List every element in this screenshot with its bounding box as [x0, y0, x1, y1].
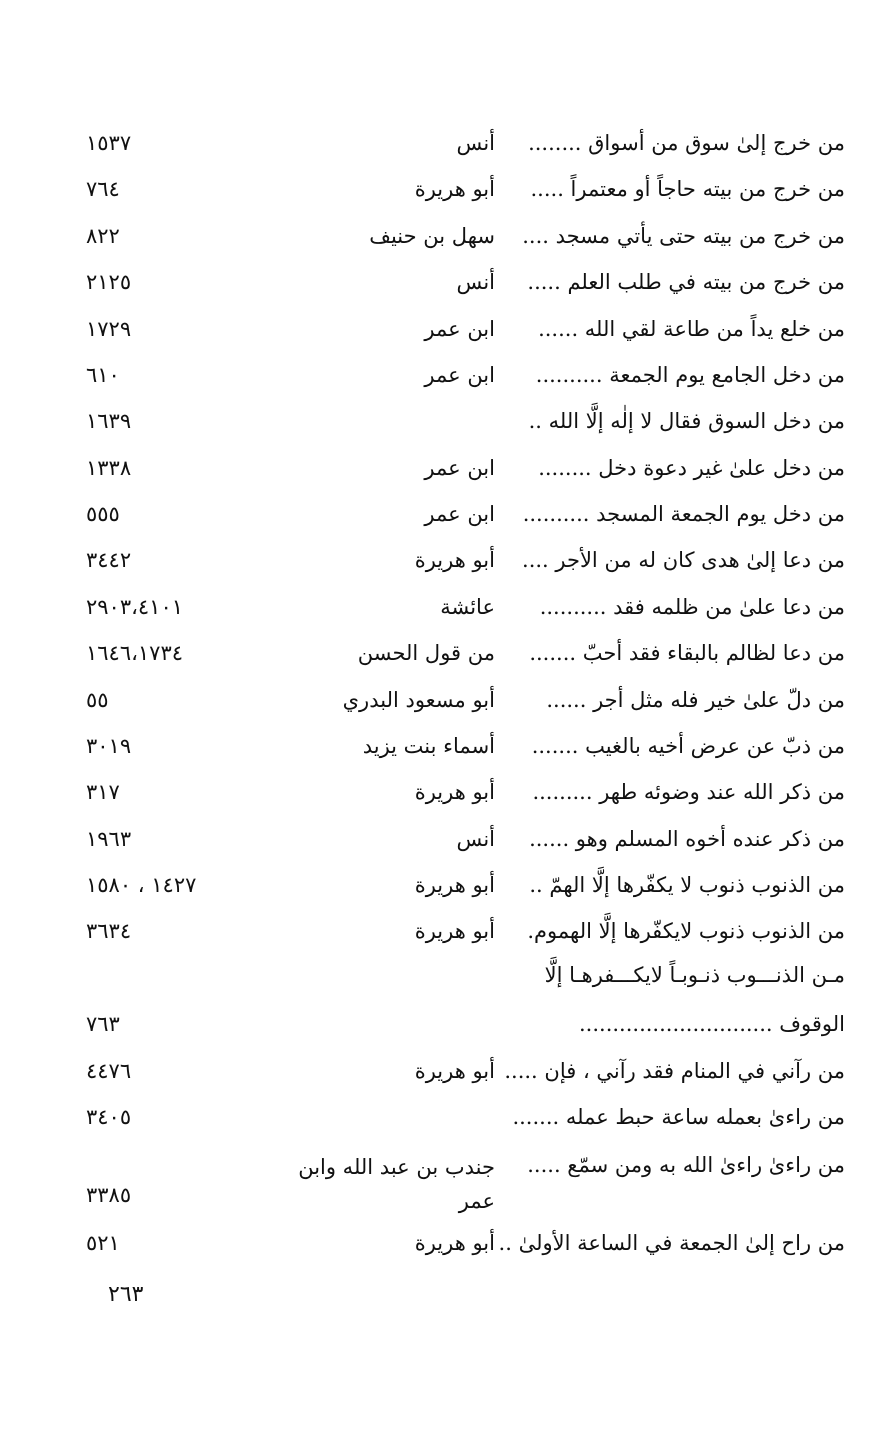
table-row: [0, 174, 891, 214]
hadith-number: ٢٩٠٣،٤١٠١: [86, 595, 184, 619]
hadith-number: ٣١٧: [86, 780, 120, 804]
hadith-incipit: من دعا علىٰ من ظلمه فقد ..........: [539, 595, 845, 619]
hadith-number: ٣٠١٩: [86, 734, 132, 758]
narrator: سهل بن حنيف: [369, 224, 495, 248]
table-row: [0, 453, 891, 493]
narrator: أبو هريرة: [414, 919, 495, 943]
narrator: أبو هريرة: [414, 873, 495, 897]
narrator: أبو هريرة: [414, 177, 495, 201]
table-row: [0, 267, 891, 307]
narrator: جندب بن عبد الله وابن عمر: [298, 1155, 495, 1213]
hadith-incipit: من ذبّ عن عرض أخيه بالغيب .......: [531, 734, 845, 758]
hadith-incipit: من خرج من بيته حتى يأتي مسجد ....: [522, 224, 845, 248]
hadith-number: ١٧٢٩: [86, 317, 132, 341]
hadith-number: ٨٢٢: [86, 224, 120, 248]
hadith-incipit: من دلّ علىٰ خير فله مثل أجر ......: [546, 688, 845, 712]
narrator: أبو هريرة: [414, 1231, 495, 1255]
hadith-number: ١٩٦٣: [86, 827, 132, 851]
hadith-number: ٦١٠: [86, 363, 120, 387]
table-row: [0, 824, 891, 864]
hadith-number: ١٦٤٦،١٧٣٤: [86, 641, 184, 665]
hadith-incipit: من راءىٰ راءىٰ الله به ومن سمّع .....: [527, 1153, 845, 1177]
hadith-number: ١٥٣٧: [86, 131, 132, 155]
hadith-incipit: من ذكر عنده أخوه المسلم وهو ......: [529, 827, 845, 851]
table-row: [0, 221, 891, 261]
hadith-incipit: من دخل السوق فقال لا إلٰه إلَّا الله ..: [528, 409, 845, 433]
table-row: [0, 1102, 891, 1142]
hadith-number: ٣٣٨٥: [86, 1183, 132, 1207]
narrator: أنس: [456, 827, 495, 851]
hadith-incipit: من راح إلىٰ الجمعة في الساعة الأولىٰ ..: [498, 1231, 845, 1255]
hadith-number: ١٣٣٨: [86, 456, 132, 480]
narrator: أبو هريرة: [414, 548, 495, 572]
hadith-number: ٧٦٤: [86, 177, 120, 201]
table-row: [0, 406, 891, 446]
narrator: ابن عمر: [424, 363, 495, 387]
narrator: ابن عمر: [424, 502, 495, 526]
table-row: [0, 128, 891, 168]
hadith-number: ٧٦٣: [86, 1012, 120, 1036]
table-row: [0, 1228, 891, 1268]
narrator: أبو هريرة: [414, 1059, 495, 1083]
narrator: أنس: [456, 270, 495, 294]
narrator: من قول الحسن: [357, 641, 495, 665]
table-row: [0, 638, 891, 678]
hadith-number: ١٤٢٧ ، ١٥٨٠: [86, 873, 197, 897]
table-row: [0, 777, 891, 817]
table-row: [0, 916, 891, 956]
hadith-incipit: من دخل الجامع يوم الجمعة ..........: [535, 363, 845, 387]
page-number: ٢٦٣: [108, 1282, 144, 1307]
hadith-incipit: من رآني في المنام فقد رآني ، فإن .....: [504, 1059, 845, 1083]
hadith-incipit: من خلع يداً من طاعة لقي الله ......: [538, 317, 845, 341]
hadith-number: ٣٤٠٥: [86, 1105, 132, 1129]
hadith-incipit: من الذنوب ذنوب لايكفّرها إلَّا الهموم.: [527, 919, 845, 943]
hadith-incipit: من دخل علىٰ غير دعوة دخل ........: [538, 456, 845, 480]
hadith-incipit: من دعا لظالم بالبقاء فقد أحبّ .......: [529, 641, 845, 665]
narrator: عائشة: [440, 595, 495, 619]
hadith-incipit: من دخل يوم الجمعة المسجد ..........: [522, 502, 845, 526]
hadith-number: ٤٤٧٦: [86, 1059, 132, 1083]
hadith-incipit: من ذكر الله عند وضوئه طهر .........: [532, 780, 845, 804]
narrator: ابن عمر: [424, 456, 495, 480]
table-row: [0, 314, 891, 354]
narrator: ابن عمر: [424, 317, 495, 341]
table-row: [0, 1056, 891, 1096]
hadith-number: ٥٢١: [86, 1231, 120, 1255]
hadith-incipit: من راءىٰ بعمله ساعة حبط عمله .......: [512, 1105, 845, 1129]
table-row: [0, 360, 891, 400]
table-row: [0, 592, 891, 632]
table-row: [0, 545, 891, 585]
table-row-continued: [0, 960, 891, 1050]
table-row: [0, 731, 891, 771]
hadith-incipit: مـن الذنـــوب ذنـوبـاً لايكـــفرهـا إلَّا: [544, 963, 845, 987]
table-row: [0, 1150, 891, 1222]
hadith-incipit: من خرج من بيته في طلب العلم .....: [527, 270, 845, 294]
table-row: [0, 685, 891, 725]
hadith-number: ٣٦٣٤: [86, 919, 132, 943]
hadith-incipit: من خرج من بيته حاجاً أو معتمراً .....: [530, 177, 845, 201]
narrator: أبو هريرة: [414, 780, 495, 804]
table-row: [0, 499, 891, 539]
hadith-incipit: من دعا إلىٰ هدى كان له من الأجر ....: [522, 548, 845, 572]
hadith-incipit: من الذنوب ذنوب لا يكفّرها إلَّا الهمّ ..: [529, 873, 845, 897]
hadith-number: ٢١٢٥: [86, 270, 132, 294]
hadith-number: ١٦٣٩: [86, 409, 132, 433]
hadith-number: ٣٤٤٢: [86, 548, 132, 572]
narrator: أبو مسعود البدري: [342, 688, 495, 712]
narrator: أسماء بنت يزيد: [362, 734, 495, 758]
narrator: أنس: [456, 131, 495, 155]
hadith-incipit: من خرج إلىٰ سوق من أسواق ........: [528, 131, 845, 155]
table-row: [0, 870, 891, 910]
hadith-number: ٥٥٥: [86, 502, 120, 526]
hadith-number: ٥٥: [86, 688, 109, 712]
hadith-incipit-continuation: الوقوف .............................: [579, 1012, 845, 1036]
